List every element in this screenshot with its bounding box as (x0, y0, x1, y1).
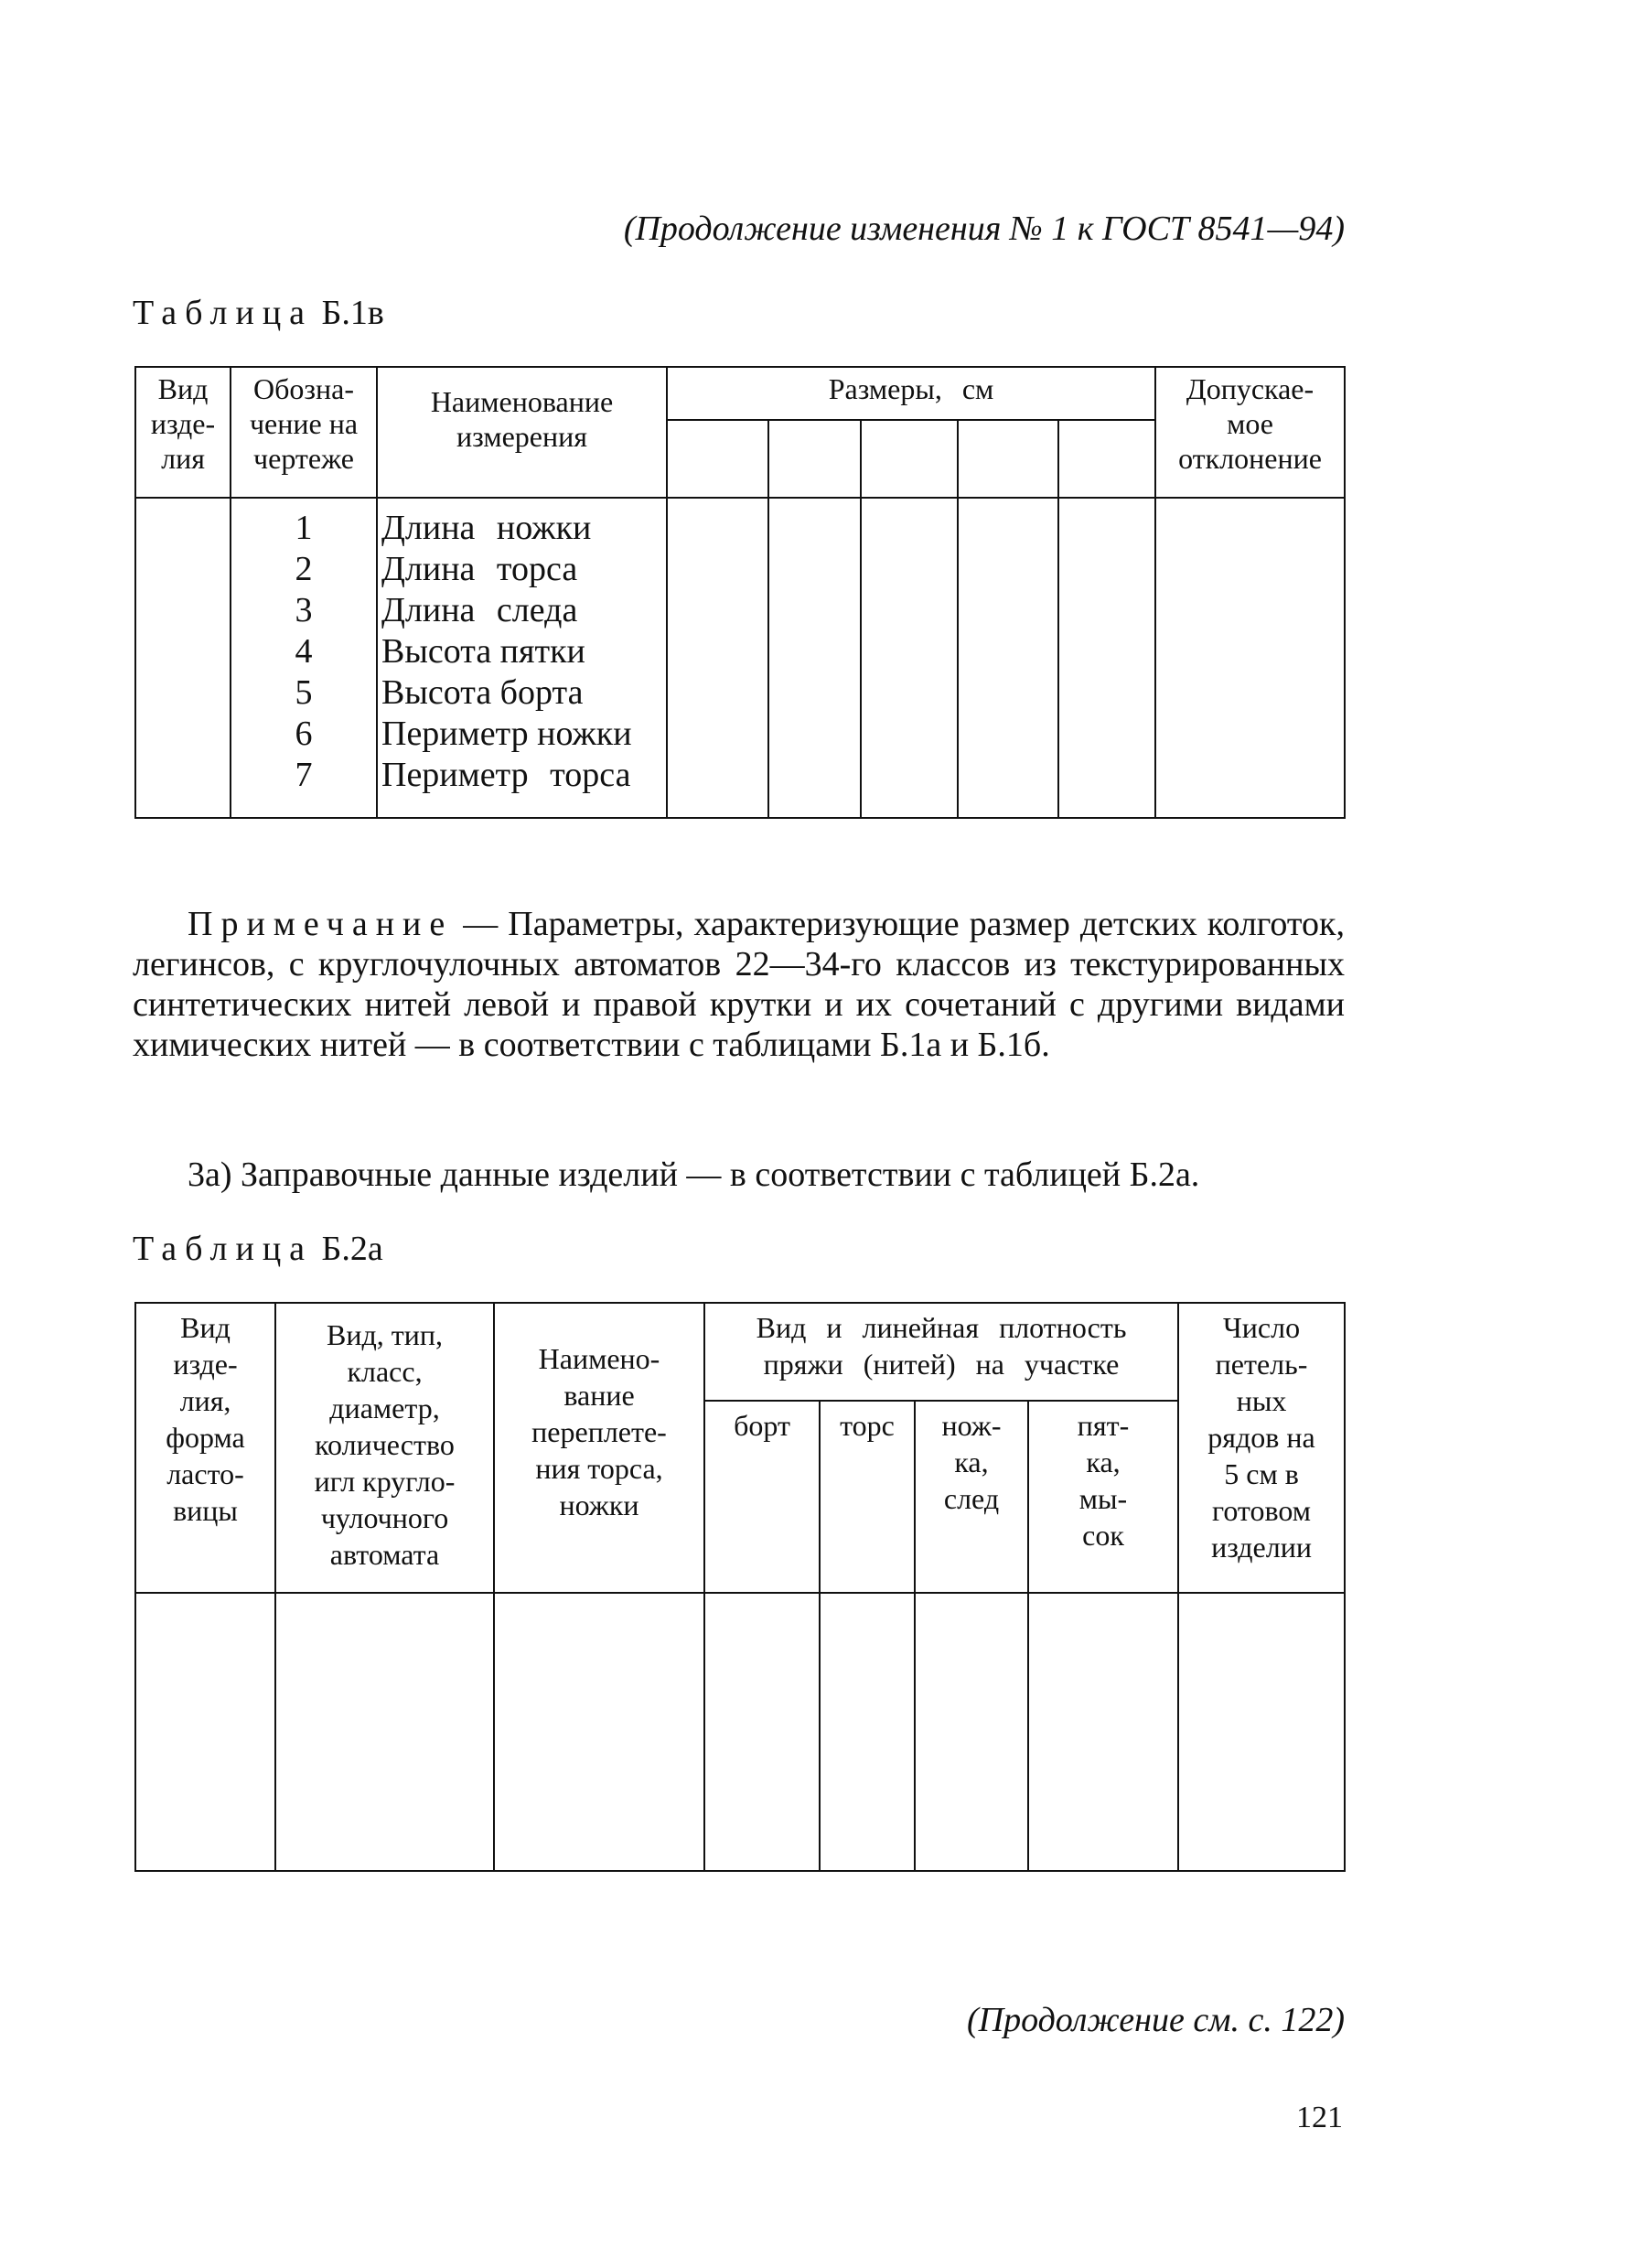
t2-header-weave: Наимено- вание переплете- ния торса, ножки (494, 1303, 704, 1593)
t2-body-cell (1028, 1593, 1178, 1871)
t1-header-sizes: Размеры, см (667, 367, 1155, 420)
t1-body-size-cell (958, 498, 1058, 818)
t1-body-size-cell (667, 498, 768, 818)
t2-header-machine: Вид, тип, класс, диаметр, количество игл кругло- чулочного автомата (275, 1303, 494, 1593)
paragraph-3a: 3а) Заправочные данные изделий — в соответствии с таблицей Б.2а. (188, 1155, 1200, 1194)
t2-subheader-tors: торс (820, 1401, 915, 1593)
t1-body-names (377, 498, 667, 818)
table-b1v-caption-word: Таблица (133, 294, 314, 332)
list-item: 7 (295, 756, 313, 794)
t2-body-cell (704, 1593, 820, 1871)
table-b1v (134, 366, 1346, 819)
list-item: Длина торса (381, 550, 578, 588)
t2-body-cell (494, 1593, 704, 1871)
t1-size-subheader (667, 420, 768, 498)
list-item: 6 (295, 715, 313, 753)
list-item: 3 (295, 591, 313, 629)
t2-header-product-type: Вид изде- лия, форма ласто- вицы (135, 1303, 275, 1593)
t1-body-product-type (135, 498, 231, 818)
t1-size-subheader (1058, 420, 1155, 498)
t1-header-measurement-name: Наименование измерения (377, 367, 667, 498)
t1-header-designation: Обозна- чение на чертеже (231, 367, 377, 498)
t1-size-subheader (958, 420, 1058, 498)
t1-body-size-cell (1058, 498, 1155, 818)
t2-header-yarn-group: Вид и линейная плотность пряжи (нитей) на участке (704, 1303, 1178, 1401)
table-b2a-title (133, 1229, 383, 1269)
table-b1v-caption-number: Б.1в (321, 294, 384, 332)
page-number: 121 (1296, 2101, 1343, 2134)
note-label: Примечание (188, 905, 454, 943)
table-b1v-title (133, 293, 384, 333)
table-b2a (134, 1302, 1346, 1872)
t1-size-subheader (768, 420, 861, 498)
list-item: Высота пятки (381, 632, 585, 671)
continuation-header: (Продолжение изменения № 1 к ГОСТ 8541—94) (623, 210, 1345, 248)
list-item: 4 (295, 632, 313, 671)
list-item: 2 (295, 550, 313, 588)
t2-body-cell (820, 1593, 915, 1871)
t1-body-size-cell (768, 498, 861, 818)
t2-body-cell (1178, 1593, 1345, 1871)
table-b2a-caption-number: Б.2а (321, 1230, 383, 1268)
list-item: Длина следа (381, 591, 578, 629)
t2-body-cell (135, 1593, 275, 1871)
t2-body-cell (915, 1593, 1028, 1871)
t1-body-tolerance (1155, 498, 1345, 818)
note-text: — Параметры, характеризующие размер детских колготок, легинсов, с круглочулочных автоматов 22—34-го классов из текстурированных синтетических нитей левой и правой крутки и их сочетаний с другими видами химических нитей — в соответствии с таблицами Б.1а и Б.1б. (133, 905, 1345, 1064)
table-b2a-caption-word: Таблица (133, 1230, 314, 1268)
list-item: Периметр ножки (381, 715, 632, 753)
list-item: 1 (295, 509, 313, 547)
table-note (133, 904, 1345, 1065)
t2-subheader-nozhka: нож- ка, след (915, 1401, 1028, 1593)
t1-size-subheader (861, 420, 958, 498)
t1-body-numbers (231, 498, 377, 818)
list-item: Длина ножки (381, 509, 592, 547)
t2-subheader-pyatka: пят- ка, мы- сок (1028, 1401, 1178, 1593)
list-item: Периметр торса (381, 756, 631, 794)
continuation-footer: (Продолжение см. с. 122) (966, 2001, 1345, 2039)
t2-body-cell (275, 1593, 494, 1871)
t2-header-loop-rows: Число петель- ных рядов на 5 см в готовом изделии (1178, 1303, 1345, 1593)
list-item: 5 (295, 673, 313, 712)
t1-header-tolerance: Допускае- мое отклонение (1155, 367, 1345, 498)
t2-subheader-bort: борт (704, 1401, 820, 1593)
t1-body-size-cell (861, 498, 958, 818)
t1-header-product-type: Вид изде- лия (135, 367, 231, 498)
list-item: Высота борта (381, 673, 584, 712)
